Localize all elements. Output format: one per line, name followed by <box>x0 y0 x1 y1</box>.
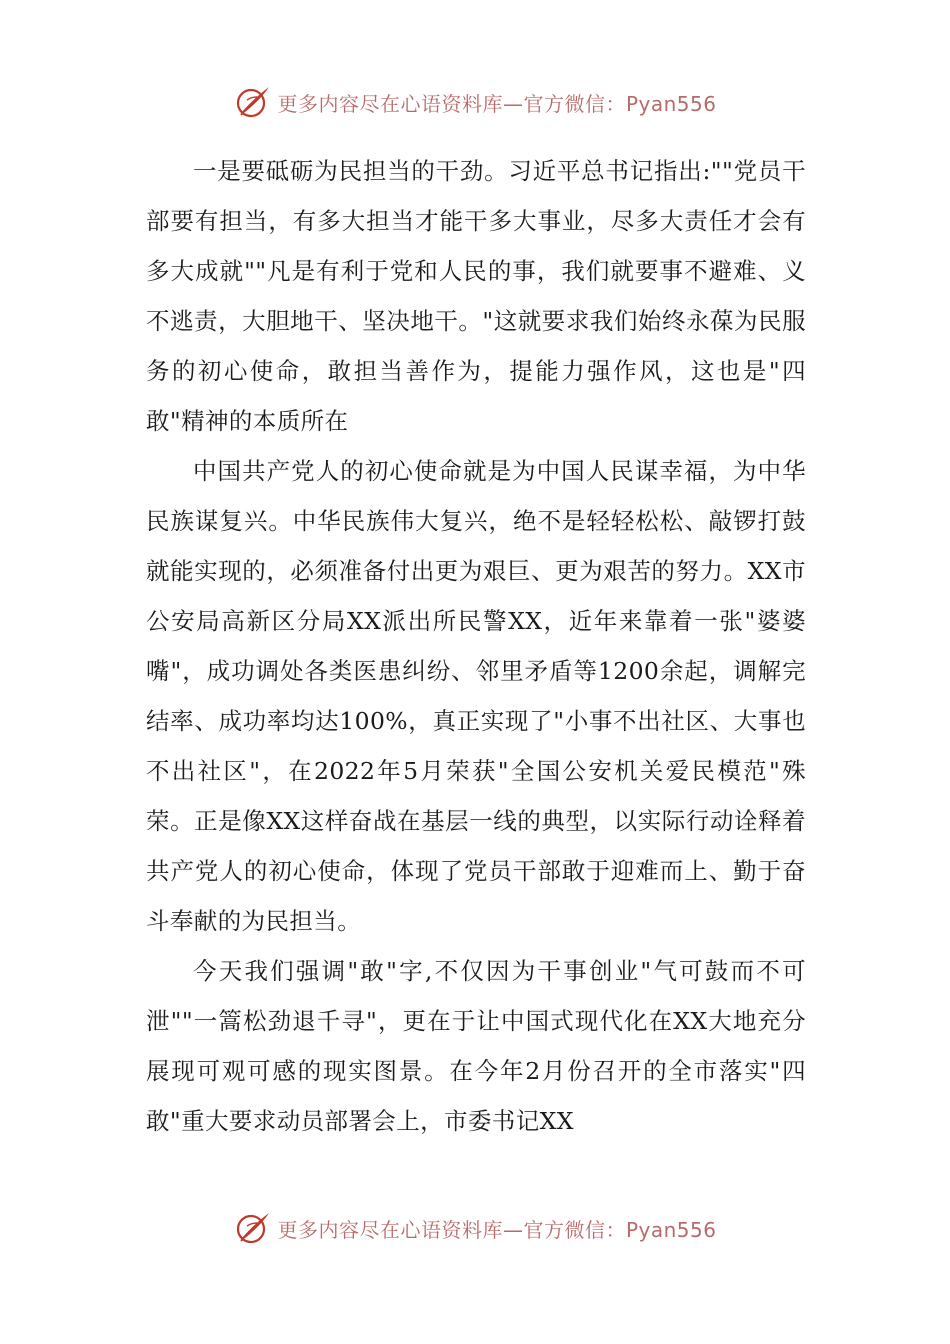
banner-text <box>277 88 716 117</box>
footer-banner <box>0 1206 950 1250</box>
banner-site: 更多内容尽在心语资料库 <box>277 1217 503 1242</box>
banner-contact: —官方微信：Pyan556 <box>502 91 717 116</box>
quill-logo-icon <box>233 1208 273 1248</box>
banner-site: 更多内容尽在心语资料库 <box>277 91 503 116</box>
paragraph-2: 中国共产党人的初心使命就是为中国人民谋幸福，为中华民族谋复兴。中华民族伟大复兴，绝不是轻轻松松、敲锣打鼓就能实现的，必须准备付出更为艰巨、更为艰苦的努力。XX市公安局高新区分局XX派出所民警XX，近年来靠着一张"婆婆嘴"，成功调处各类医患纠纷、邻里矛盾等1200余起，调解完结率、成功率均达100%，真正实现了"小事不出社区、大事也不出社区"，在2022年5月荣获"全国公安机关爱民模范"殊荣。正是像XX这样奋战在基层一线的典型，以实际行动诠释着共产党人的初心使命，体现了党员干部敢于迎难而上、勤于奋斗奉献的为民担当。 <box>146 457 806 935</box>
banner-contact: —官方微信：Pyan556 <box>502 1217 717 1242</box>
header-banner <box>0 80 950 124</box>
paragraph-3: 今天我们强调"敢"字,不仅因为干事创业"气可鼓而不可泄""一篙松劲退千寻"，更在于让中国式现代化在XX大地充分展现可观可感的现实图景。在今年2月份召开的全市落实"四敢"重大要求动员部署会上，市委书记XX <box>146 957 806 1135</box>
document-body <box>146 146 806 1146</box>
quill-logo-icon <box>233 82 273 122</box>
paragraph-1: 一是要砥砺为民担当的干劲。习近平总书记指出:""党员干部要有担当，有多大担当才能干多大事业，尽多大责任才会有多大成就""凡是有利于党和人民的事，我们就要事不避难、义不逃责，大胆地干、坚决地干。"这就要求我们始终永葆为民服务的初心使命，敢担当善作为，提能力强作风，这也是"四敢"精神的本质所在 <box>146 157 806 435</box>
banner-text <box>277 1214 716 1243</box>
